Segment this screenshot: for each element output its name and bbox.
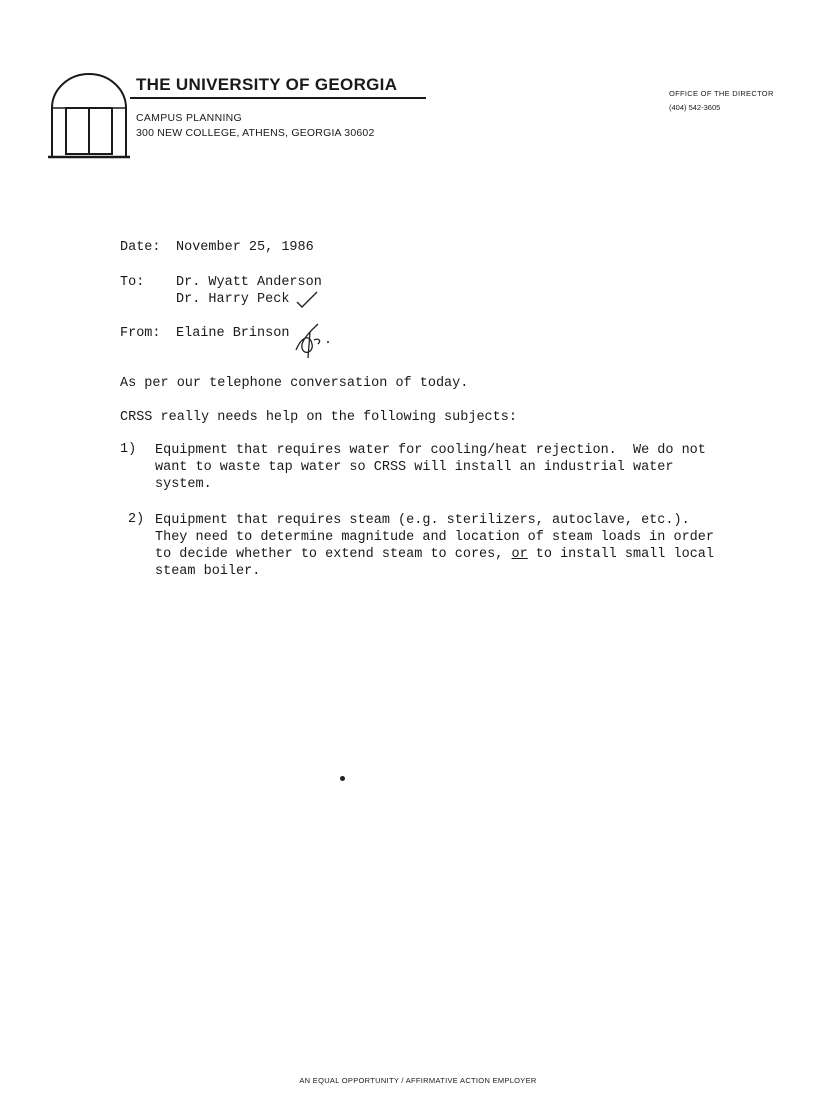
from-value: Elaine Brinson xyxy=(176,326,290,341)
department-address: 300 NEW COLLEGE, ATHENS, GEORGIA 30602 xyxy=(136,127,375,139)
item-2-line: Equipment that requires steam (e.g. sterilizers, autoclave, etc.). xyxy=(155,513,690,528)
to-label: To: xyxy=(120,275,145,290)
item-1-text xyxy=(155,442,706,493)
item-1-line: Equipment that requires water for cooling/heat rejection. We do not xyxy=(155,443,706,458)
handwritten-initials-signature xyxy=(292,322,332,360)
to-recipient-1: Dr. Wyatt Anderson xyxy=(176,275,322,290)
item-2-line: to decide whether to extend steam to cores, xyxy=(155,547,504,562)
office-title: OFFICE OF THE DIRECTOR xyxy=(669,89,774,98)
ink-dot xyxy=(340,776,345,781)
office-phone: (404) 542-3605 xyxy=(669,103,721,112)
item-2-text xyxy=(155,512,714,580)
to-recipient-2: Dr. Harry Peck xyxy=(176,292,290,307)
date-value: November 25, 1986 xyxy=(176,240,314,255)
lead-line: CRSS really needs help on the following subjects: xyxy=(120,410,517,425)
underlined-or: or xyxy=(511,547,528,562)
department-name: CAMPUS PLANNING xyxy=(136,112,243,124)
university-arch-logo xyxy=(48,70,130,162)
item-1-number: 1) xyxy=(120,442,137,457)
date-label: Date: xyxy=(120,240,161,255)
from-label: From: xyxy=(120,326,161,341)
university-name: THE UNIVERSITY OF GEORGIA xyxy=(136,75,398,94)
item-1-line: want to waste tap water so CRSS will install an industrial water xyxy=(155,460,674,475)
item-2-line: to install small local xyxy=(527,547,715,562)
item-1-line: system. xyxy=(155,477,212,492)
letterhead-rule xyxy=(130,97,426,99)
item-2-number: 2) xyxy=(128,512,145,527)
item-2-line: steam boiler. xyxy=(155,564,261,579)
item-2-line: They need to determine magnitude and location of steam loads in order xyxy=(155,530,714,545)
checkmark-icon xyxy=(296,291,318,309)
footer-employer-statement: AN EQUAL OPPORTUNITY / AFFIRMATIVE ACTION EMPLOYER xyxy=(299,1076,537,1085)
intro-line: As per our telephone conversation of today. xyxy=(120,376,469,391)
